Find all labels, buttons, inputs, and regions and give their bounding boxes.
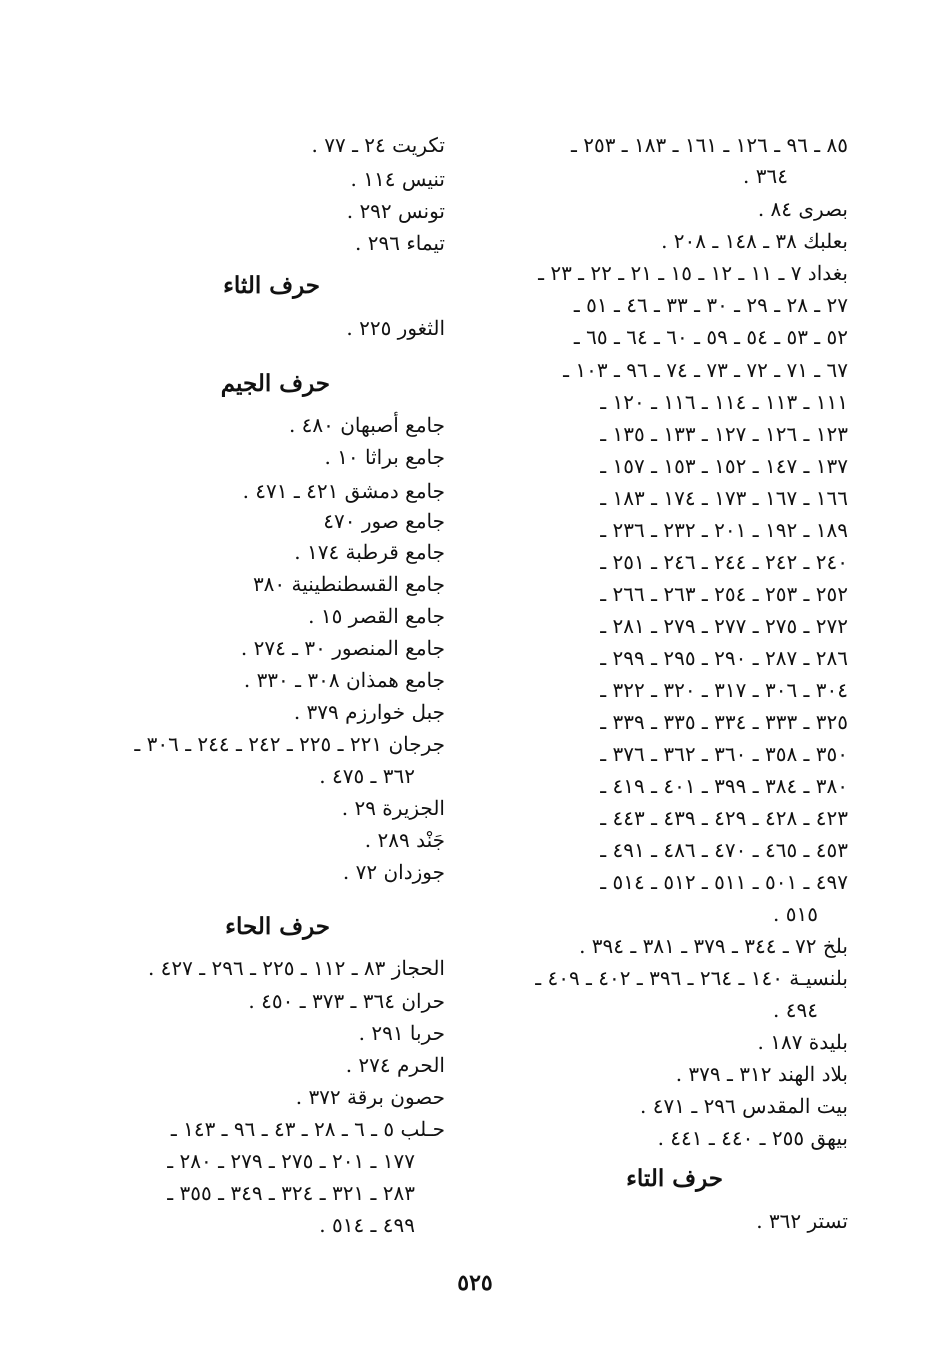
index-entry: جرجان ٢٢١ ـ ٢٢٥ ـ ٢٤٢ ـ ٢٤٤ ـ ٣٠٦ ـ [134,732,445,756]
index-entry: ٥١٥ . [773,902,818,926]
index-entry: جامع براثا ١٠ . [324,445,445,469]
index-entry: ٣٢٥ ـ ٣٣٣ ـ ٣٣٤ ـ ٣٣٥ ـ ٣٣٩ ـ [600,710,848,734]
index-entry: ٤٩٩ ـ ٥١٤ . [319,1213,415,1237]
index-entry: ١٦٦ ـ ١٦٧ ـ ١٧٣ ـ ١٧٤ ـ ١٨٣ ـ [600,486,848,510]
index-entry: بلاد الهند ٣١٢ ـ ٣٧٩ . [675,1062,848,1086]
index-entry: حران ٣٦٤ ـ ٣٧٣ ـ ٤٥٠ . [248,989,445,1013]
index-entry: جامع همذان ٣٠٨ ـ ٣٣٠ . [243,668,445,692]
index-entry: ٣٥٠ ـ ٣٥٨ ـ ٣٦٠ ـ ٣٦٢ ـ ٣٧٦ ـ [600,742,848,766]
index-entry: ١٢٣ ـ ١٢٦ ـ ١٢٧ ـ ١٣٣ ـ ١٣٥ ـ [600,422,848,446]
index-entry: ٤٢٣ ـ ٤٢٨ ـ ٤٢٩ ـ ٤٣٩ ـ ٤٤٣ ـ [600,806,848,830]
index-entry: جامع القصر ١٥ . [308,604,445,628]
index-entry: ٣٠٤ ـ ٣٠٦ ـ ٣١٧ ـ ٣٢٠ ـ ٣٢٢ ـ [600,678,848,702]
index-entry: ٢٨٦ ـ ٢٨٧ ـ ٢٩٠ ـ ٢٩٥ ـ ٢٩٩ ـ [600,646,848,670]
index-entry: تيماء ٢٩٦ . [355,231,445,255]
index-entry: جوزدان ٧٢ . [342,860,445,884]
index-entry: ٣٦٢ ـ ٤٧٥ . [319,764,415,788]
index-entry: ١٧٧ ـ ٢٠١ ـ ٢٧٥ ـ ٢٧٩ ـ ٢٨٠ ـ [167,1149,415,1173]
index-entry: ١٨٩ ـ ١٩٢ ـ ٢٠١ ـ ٢٣٢ ـ ٢٣٦ ـ [600,518,848,542]
index-entry: بلنسيـة ١٤٠ ـ ٢٦٤ ـ ٣٩٦ ـ ٤٠٢ ـ ٤٠٩ ـ [535,966,848,990]
section-heading: حرف الحاء [225,913,330,940]
index-entry: تستر ٣٦٢ . [756,1209,848,1233]
index-entry: جامع المنصور ٣٠ ـ ٢٧٤ . [240,636,445,660]
section-heading: حرف الثاء [223,272,320,299]
index-entry: تونس ٢٩٢ . [346,199,445,223]
index-entry: ٤٩٤ . [773,998,818,1022]
index-entry: جَنْد ٢٨٩ . [364,828,445,852]
index-entry: ٢٥٢ ـ ٢٥٣ ـ ٢٥٤ ـ ٢٦٣ ـ ٢٦٦ ـ [600,582,848,606]
index-entry: جامع أصبهان ٤٨٠ . [288,413,445,437]
index-entry: تنيس ١١٤ . [350,167,445,191]
index-entry: الثغور ٢٢٥ . [346,316,445,340]
index-entry: ٢٨٣ ـ ٣٢١ ـ ٣٢٤ ـ ٣٤٩ ـ ٣٥٥ ـ [167,1181,415,1205]
section-heading: حرف الجيم [220,370,330,397]
index-entry: ١٣٧ ـ ١٤٧ ـ ١٥٢ ـ ١٥٣ ـ ١٥٧ ـ [600,454,848,478]
index-entry: تكريت ٢٤ ـ ٧٧ . [311,133,445,157]
index-entry: بعلبك ٣٨ ـ ١٤٨ ـ ٢٠٨ . [661,229,848,253]
index-entry: ٤٩٧ ـ ٥٠١ ـ ٥١١ ـ ٥١٢ ـ ٥١٤ ـ [600,870,848,894]
index-entry: ٤٥٣ ـ ٤٦٥ ـ ٤٧٠ ـ ٤٨٦ ـ ٤٩١ ـ [600,838,848,862]
index-entry: ٥٢ ـ ٥٣ ـ ٥٤ ـ ٥٩ ـ ٦٠ ـ ٦٤ ـ ٦٥ ـ [573,325,848,349]
index-entry: حـلب ٥ ـ ٦ ـ ٢٨ ـ ٤٣ ـ ٩٦ ـ ١٤٣ ـ [170,1117,445,1141]
index-entry: بغداد ٧ ـ ١١ ـ ١٢ ـ ١٥ ـ ٢١ ـ ٢٢ ـ ٢٣ ـ [538,261,848,285]
index-entry: جامع دمشق ٤٢١ ـ ٤٧١ . [242,479,445,503]
index-entry: بيهق ٢٥٥ ـ ٤٤٠ ـ ٤٤١ . [657,1126,848,1150]
index-entry: ٢٧ ـ ٢٨ ـ ٢٩ ـ ٣٠ ـ ٣٣ ـ ٤٦ ـ ٥١ ـ [573,293,848,317]
index-entry: ٣٦٤ . [743,164,788,188]
index-entry: الحجاز ٨٣ ـ ١١٢ ـ ٢٢٥ ـ ٢٩٦ ـ ٤٢٧ . [147,956,445,980]
index-entry: حصون برقة ٣٧٢ . [295,1085,445,1109]
index-entry: الجزيرة ٢٩ . [341,796,445,820]
index-entry: ٨٥ ـ ٩٦ ـ ١٢٦ ـ ١٦١ ـ ١٨٣ ـ ٢٥٣ ـ [570,133,848,157]
index-entry: جامع القسطنطينية ٣٨٠ [252,572,445,596]
index-entry: حربا ٢٩١ . [358,1021,445,1045]
index-entry: جامع قرطبة ١٧٤ . [294,540,445,564]
index-entry: جبل خوارزم ٣٧٩ . [293,700,445,724]
index-entry: بصرى ٨٤ . [757,197,848,221]
index-entry: الحرم ٢٧٤ . [345,1053,445,1077]
section-heading: حرف التاء [626,1165,723,1192]
index-entry: ٦٧ ـ ٧١ ـ ٧٢ ـ ٧٣ ـ ٧٤ ـ ٩٦ ـ ١٠٣ ـ [563,358,848,382]
index-entry: جامع صور ٤٧٠ [323,509,445,533]
index-entry: بليدة ١٨٧ . [757,1030,848,1054]
page-number: ٥٢٥ [457,1270,493,1296]
index-entry: بلخ ٧٢ ـ ٣٤٤ ـ ٣٧٩ ـ ٣٨١ ـ ٣٩٤ . [579,934,848,958]
index-entry: ٢٧٢ ـ ٢٧٥ ـ ٢٧٧ ـ ٢٧٩ ـ ٢٨١ ـ [600,614,848,638]
index-entry: بيت المقدس ٢٩٦ ـ ٤٧١ . [640,1094,848,1118]
index-entry: ٢٤٠ ـ ٢٤٢ ـ ٢٤٤ ـ ٢٤٦ ـ ٢٥١ ـ [600,550,848,574]
index-entry: ٣٨٠ ـ ٣٨٤ ـ ٣٩٩ ـ ٤٠١ ـ ٤١٩ ـ [600,774,848,798]
index-entry: ١١١ ـ ١١٣ ـ ١١٤ ـ ١١٦ ـ ١٢٠ ـ [600,390,848,414]
